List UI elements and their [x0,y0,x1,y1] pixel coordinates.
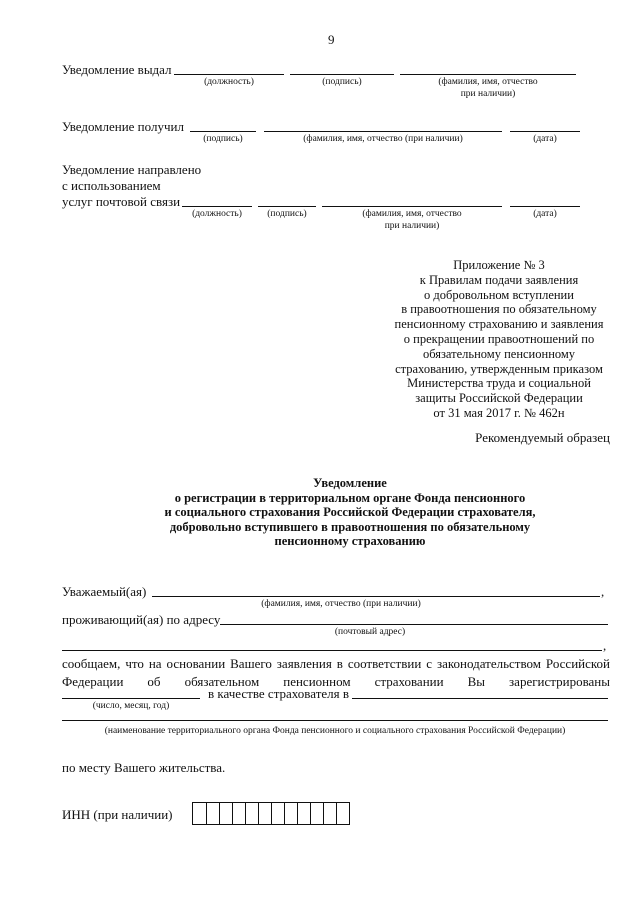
caption-full-name: (фамилия, имя, отчество (при наличии) [261,599,421,609]
paragraph-line-2: Федерации об обязательном пенсионном страховании Вы зарегистрированы [62,674,610,689]
issued-caption-position: (должность) [204,77,254,87]
sent-date-line [510,206,580,207]
issued-caption-signature: (подпись) [322,77,362,87]
address-comma: , [603,638,607,653]
appendix-line: пенсионному страхованию и заявления [394,317,604,332]
residence-text: по месту Вашего жительства. [62,760,226,775]
as-insurer-label: в качестве страхователя в [208,686,350,701]
sent-caption-position: (должность) [192,209,242,219]
paragraph-line-1: сообщаем, что на основании Вашего заявления в соответствии с законодательством Российской [62,656,610,671]
sent-label-1: Уведомление направлено [62,162,202,177]
appendix-line: страхованию, утвержденным приказом [395,361,603,376]
appendix-line: о добровольном вступлении [424,287,574,302]
appendix-line: к Правилам подачи заявления [419,272,579,287]
document-title [40,476,640,549]
appendix-line: Министерства труда и социальной [407,376,591,391]
inn-cell[interactable] [284,803,298,824]
received-name-line [264,131,502,132]
title-line: добровольно вступившего в правоотношения по обязательному [169,519,531,534]
appendix-line: о прекращении правоотношений по [403,331,595,346]
received-caption-date: (дата) [533,134,557,144]
sent-name-line [322,206,502,207]
title-line: и социального страхования Российской Федерации страхователя, [164,505,536,519]
issued-caption-name-1: (фамилия, имя, отчество [438,77,538,87]
received-label: Уведомление получил [62,119,184,134]
caption-address: (почтовый адрес) [334,627,406,637]
sent-signature-line [258,206,316,207]
page-number: 9 [328,32,335,47]
dear-name-line [152,596,600,597]
inn-cell[interactable] [206,803,220,824]
sent-caption-date: (дата) [533,209,557,219]
inn-cell[interactable] [310,803,324,824]
inn-cell[interactable] [323,803,337,824]
inn-cell[interactable] [193,803,207,824]
appendix-block [368,258,630,421]
registration-date-line [62,698,200,699]
appendix-line: Приложение № 3 [453,258,545,272]
inn-cell[interactable] [232,803,246,824]
inn-boxes[interactable] [192,802,350,825]
inn-cell[interactable] [297,803,311,824]
recommended-sample: Рекомендуемый образец [475,430,610,445]
issued-signature-line [290,74,394,75]
caption-date: (число, месяц, год) [92,701,170,711]
residing-label: проживающий(ая) по адресу [62,612,221,627]
sent-caption-name-1: (фамилия, имя, отчество [362,209,462,219]
title-line: о регистрации в территориальном органе Фонда пенсионного [174,490,526,505]
sent-caption-name-2: при наличии) [384,221,440,231]
address-line-2 [62,650,602,651]
territorial-org-line-1 [352,698,608,699]
address-line-1 [220,624,608,625]
inn-cell[interactable] [245,803,259,824]
issued-position-line [174,74,284,75]
sent-caption-signature: (подпись) [267,209,307,219]
sent-position-line [182,206,252,207]
caption-territorial-org: (наименование территориального органа Фонда пенсионного и социального страхования Российской Федерации) [104,726,566,736]
appendix-line: от 31 мая 2017 г. № 462н [433,405,565,420]
appendix-line: обязательному пенсионному [422,346,576,361]
title-line: Уведомление [313,476,387,490]
issued-label: Уведомление выдал [62,62,172,77]
received-signature-line [190,131,256,132]
received-caption-signature: (подпись) [203,134,243,144]
inn-cell[interactable] [271,803,285,824]
appendix-line: защиты Российской Федерации [415,391,583,406]
received-date-line [510,131,580,132]
inn-cell[interactable] [219,803,233,824]
sent-label-2: с использованием [62,178,161,193]
dear-label: Уважаемый(ая) [62,584,147,599]
title-line: пенсионному страхованию [274,534,426,548]
dear-comma: , [601,584,605,599]
sent-label-3: услуг почтовой связи [62,194,181,209]
received-caption-name: (фамилия, имя, отчество (при наличии) [303,134,463,144]
issued-name-line [400,74,576,75]
territorial-org-line-2 [62,720,608,721]
inn-cell[interactable] [258,803,272,824]
appendix-line: в правоотношения по обязательному [401,302,597,317]
inn-label: ИНН (при наличии) [62,807,173,822]
issued-caption-name-2: при наличии) [460,89,516,99]
